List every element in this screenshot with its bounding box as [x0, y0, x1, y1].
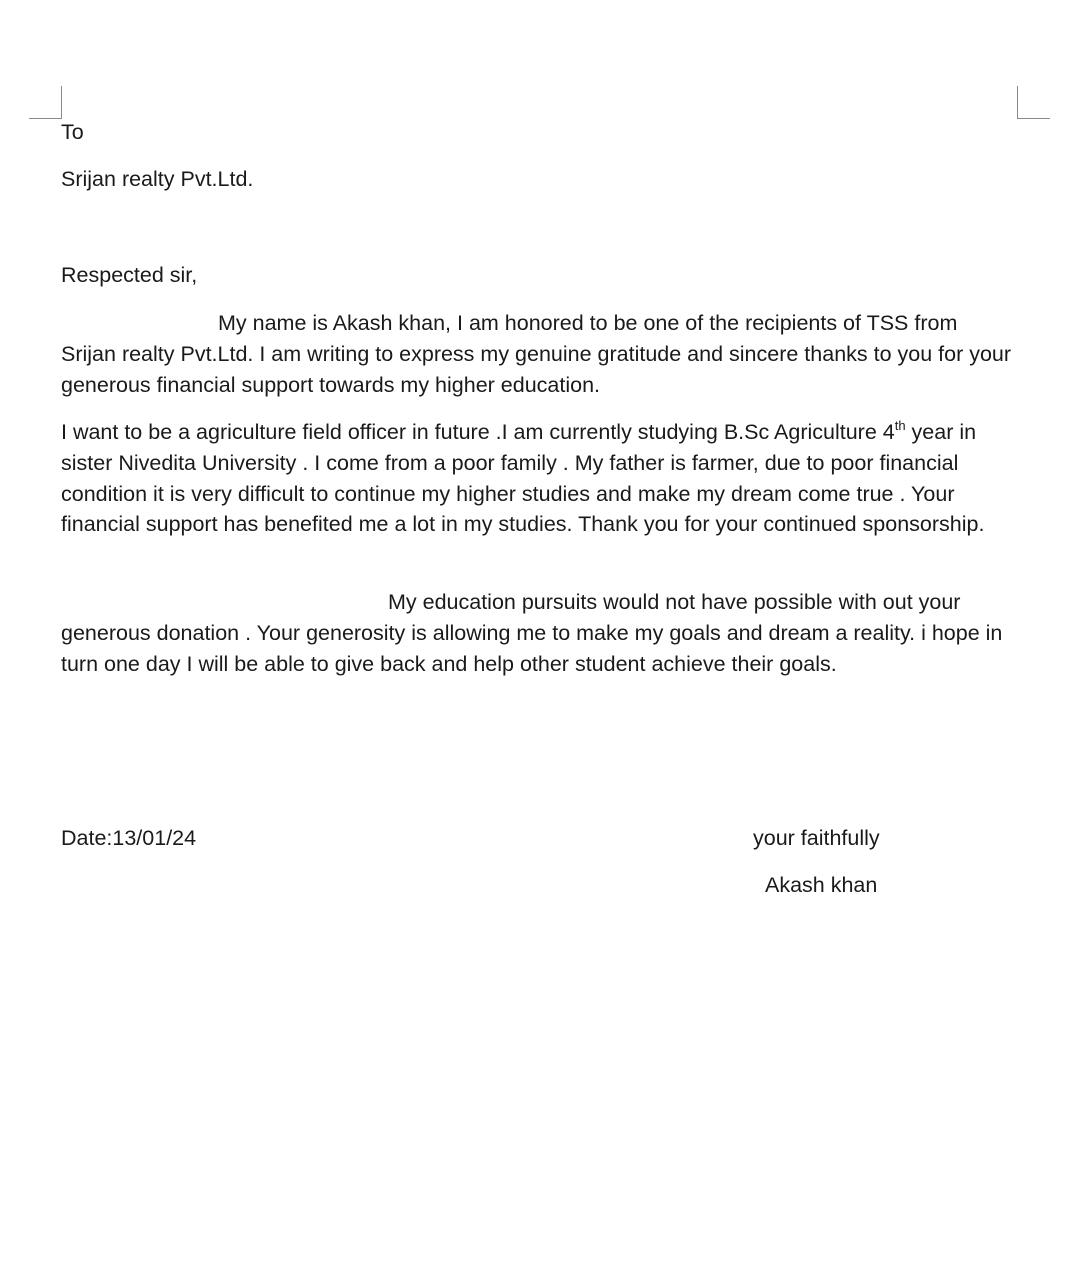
- paragraph-2-rest: year in sister Nivedita University . I come from a poor family . My father is farmer, due to poor financial condition it is very difficult to continue my higher studies and make my dream come true . Your financial support has benefited me a lot in my studies. Thank you for your continued sponsorship.: [61, 420, 985, 537]
- body-paragraph-3: My education pursuits would not have possible with out your generous donation . Your generosity is allowing me to make my goals and dream a reality. i hope in turn one day I will be able to give back and help other student achieve their goals.: [61, 590, 1003, 676]
- recipient-company: Srijan realty Pvt.Ltd.: [61, 167, 254, 191]
- crop-mark-top-right: [1017, 86, 1050, 119]
- body-paragraph-2: [61, 417, 1016, 540]
- closing-phrase: your faithfully: [753, 826, 880, 850]
- crop-mark-top-left: [29, 86, 62, 119]
- letter-date: Date:13/01/24: [61, 826, 197, 850]
- greeting: Respected sir,: [61, 263, 198, 287]
- signature-name: Akash khan: [765, 873, 878, 897]
- paragraph-2-start: I want to be a agriculture field officer in future .I am currently studying B.Sc Agriculture 4: [61, 420, 895, 444]
- salutation-to: To: [61, 120, 84, 144]
- ordinal-superscript: th: [894, 418, 906, 433]
- body-paragraph-1: My name is Akash khan, I am honored to be one of the recipients of TSS from Srijan realty Pvt.Ltd. I am writing to express my genuine gratitude and sincere thanks to you for your generous financial support towards my higher education.: [61, 311, 1012, 397]
